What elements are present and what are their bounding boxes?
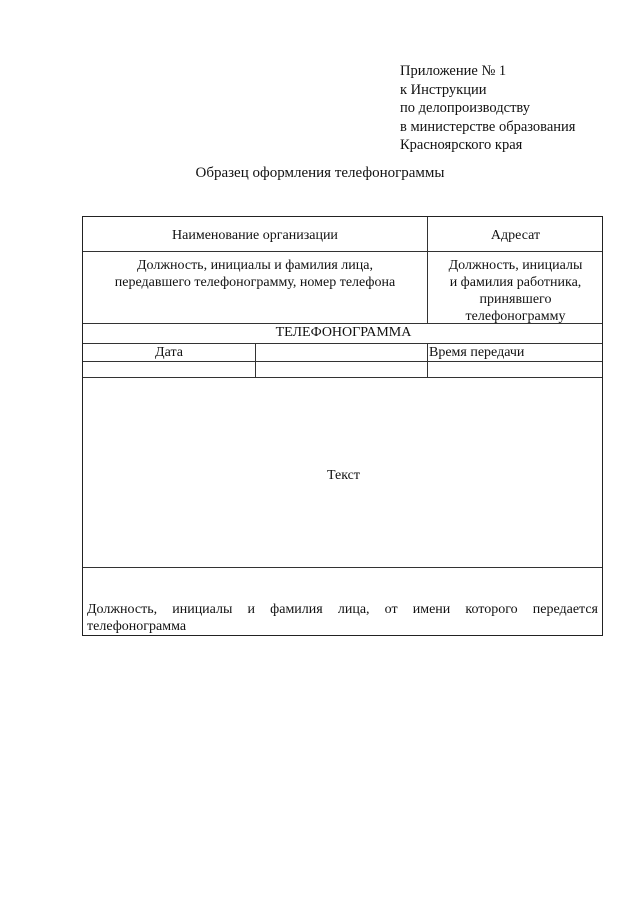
receiver-info-line: Должность, инициалы	[448, 258, 583, 273]
appendix-line: Приложение № 1	[400, 63, 507, 79]
receiver-info-cell	[427, 257, 604, 325]
receiver-info-line: принявшего	[479, 292, 552, 307]
appendix-note	[400, 62, 575, 155]
appendix-line: Красноярского края	[400, 137, 523, 153]
message-text-label: Текст	[326, 468, 361, 483]
sender-info-cell	[83, 257, 427, 291]
sender-info-line: передавшего телефонограмму, номер телефона	[114, 275, 396, 290]
form-divider	[427, 343, 428, 377]
appendix-line: к Инструкции	[400, 81, 487, 98]
form-rule	[83, 361, 602, 362]
appendix-line: по делопроизводству	[400, 100, 531, 116]
sender-info-line: Должность, инициалы и фамилия лица,	[136, 258, 373, 273]
telephonogram-form	[82, 216, 603, 636]
transmission-time-label: Время передачи	[429, 345, 525, 360]
appendix-line: в министерстве образования	[400, 118, 576, 135]
date-label: Дата	[155, 345, 183, 360]
signature-caption: Должность, инициалы и фамилия лица, от имени которого передается телефонограмма	[87, 602, 598, 634]
form-rule	[83, 377, 602, 378]
addressee-cell: Адресат	[490, 228, 541, 243]
form-rule	[83, 251, 602, 252]
receiver-info-line: телефонограмму	[465, 309, 566, 324]
form-rule	[83, 567, 602, 568]
receiver-info-line: и фамилия работника,	[449, 275, 582, 290]
org-name-cell: Наименование организации	[172, 228, 338, 243]
form-divider	[255, 343, 256, 377]
document-title: Образец оформления телефонограммы	[195, 165, 445, 181]
telephonogram-heading: ТЕЛЕФОНОГРАММА	[275, 325, 412, 340]
